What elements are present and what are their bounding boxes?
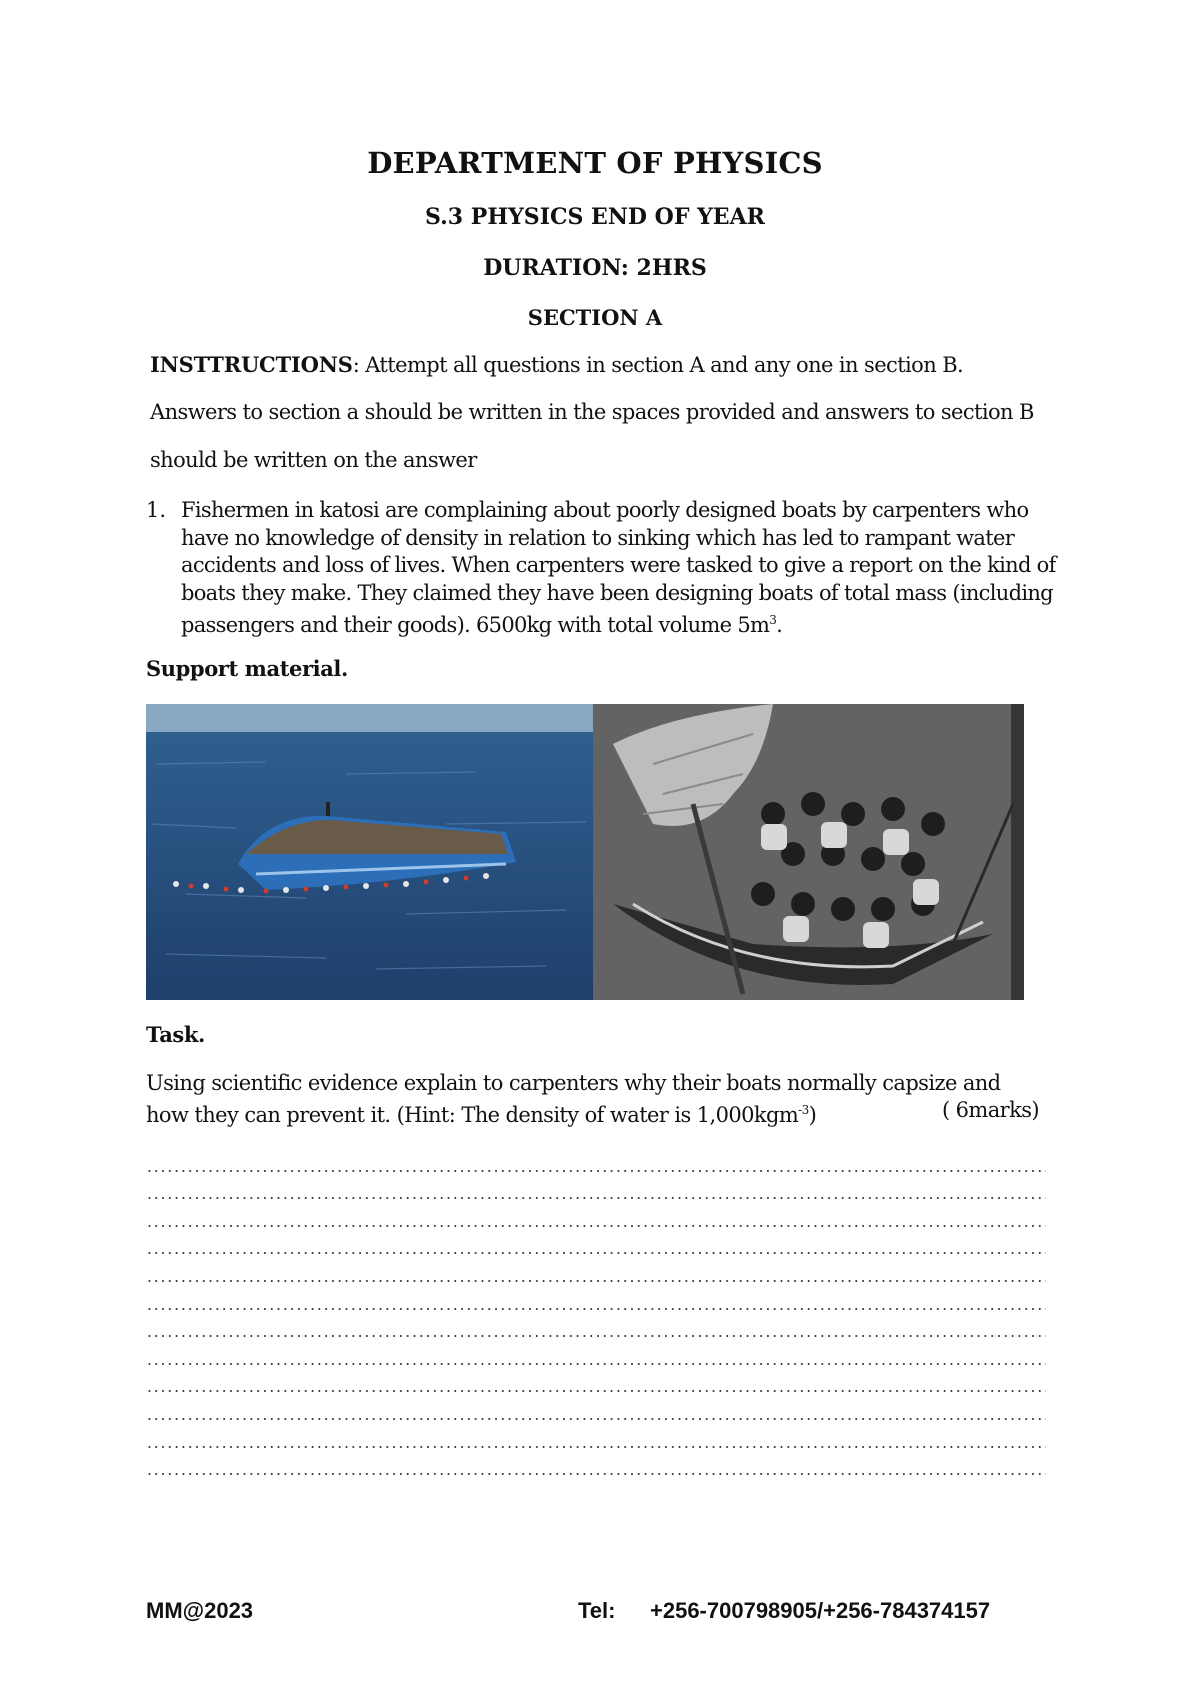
answer-line-dots bbox=[146, 1335, 1046, 1337]
answer-line-dots bbox=[146, 1308, 1046, 1310]
task-marks: ( 6marks) bbox=[942, 1098, 1039, 1122]
answer-line[interactable] bbox=[146, 1288, 1046, 1316]
answer-line-dots bbox=[146, 1170, 1046, 1172]
task-text-main: Using scientific evidence explain to carpenters why their boats normally capsize and how they can prevent it. (Hint: The density of water is 1,000kgm bbox=[146, 1071, 1001, 1127]
answer-line-dots bbox=[146, 1280, 1046, 1282]
instructions bbox=[150, 352, 963, 377]
crowded-boat-photo bbox=[593, 704, 1024, 1000]
support-images bbox=[146, 704, 1024, 1000]
support-material-label: Support material. bbox=[146, 656, 348, 681]
duration: DURATION: 2HRS bbox=[483, 255, 707, 281]
question-superscript: 3 bbox=[769, 613, 777, 627]
task-superscript: -3 bbox=[798, 1103, 809, 1117]
answer-line-dots bbox=[146, 1473, 1046, 1475]
task-text bbox=[146, 1070, 1046, 1129]
answer-line-dots bbox=[146, 1446, 1046, 1448]
instructions-text: : Attempt all questions in section A and any one in section B. bbox=[352, 353, 964, 377]
answer-line[interactable] bbox=[146, 1426, 1046, 1454]
question-text-end: . bbox=[776, 613, 783, 637]
answer-lines[interactable] bbox=[146, 1150, 1046, 1481]
task-label: Task. bbox=[146, 1022, 205, 1047]
answer-line[interactable] bbox=[146, 1260, 1046, 1288]
question-text bbox=[181, 497, 1061, 640]
answer-line[interactable] bbox=[146, 1178, 1046, 1206]
instructions-line-3: should be written on the answer bbox=[150, 448, 477, 472]
question-number: 1. bbox=[146, 498, 167, 522]
department-title: DEPARTMENT OF PHYSICS bbox=[367, 146, 823, 180]
answer-line[interactable] bbox=[146, 1454, 1046, 1482]
answer-line[interactable] bbox=[146, 1150, 1046, 1178]
task-text-end: ) bbox=[808, 1103, 817, 1127]
answer-line-dots bbox=[146, 1197, 1046, 1199]
answer-line[interactable] bbox=[146, 1233, 1046, 1261]
answer-line-dots bbox=[146, 1390, 1046, 1392]
answer-line[interactable] bbox=[146, 1205, 1046, 1233]
answer-line[interactable] bbox=[146, 1371, 1046, 1399]
answer-line-dots bbox=[146, 1225, 1046, 1227]
capsized-boat-photo bbox=[146, 704, 593, 1000]
instructions-label: INSTTRUCTIONS bbox=[150, 352, 353, 377]
answer-line-dots bbox=[146, 1252, 1046, 1254]
footer-copyright: MM@2023 bbox=[146, 1598, 254, 1623]
answer-line-dots bbox=[146, 1363, 1046, 1365]
exam-title: S.3 PHYSICS END OF YEAR bbox=[425, 204, 765, 230]
answer-line[interactable] bbox=[146, 1398, 1046, 1426]
answer-line[interactable] bbox=[146, 1343, 1046, 1371]
instructions-line-2: Answers to section a should be written in the spaces provided and answers to section B bbox=[150, 400, 1034, 424]
footer-tel-label: Tel: bbox=[578, 1598, 616, 1623]
answer-line[interactable] bbox=[146, 1316, 1046, 1344]
answer-line-dots bbox=[146, 1418, 1046, 1420]
section-title: SECTION A bbox=[527, 305, 663, 330]
footer-tel-numbers: +256-700798905/+256-784374157 bbox=[650, 1598, 991, 1623]
question-text-main: Fishermen in katosi are complaining about poorly designed boats by carpenters who have no knowledge of density in relation to sinking which has led to rampant water accidents and loss of lives. When carpenters were tasked to give a report on the kind of boats they make. They claimed they have been designing boats of total mass (including passengers and their goods). 6500kg with total volume 5m bbox=[181, 498, 1056, 637]
